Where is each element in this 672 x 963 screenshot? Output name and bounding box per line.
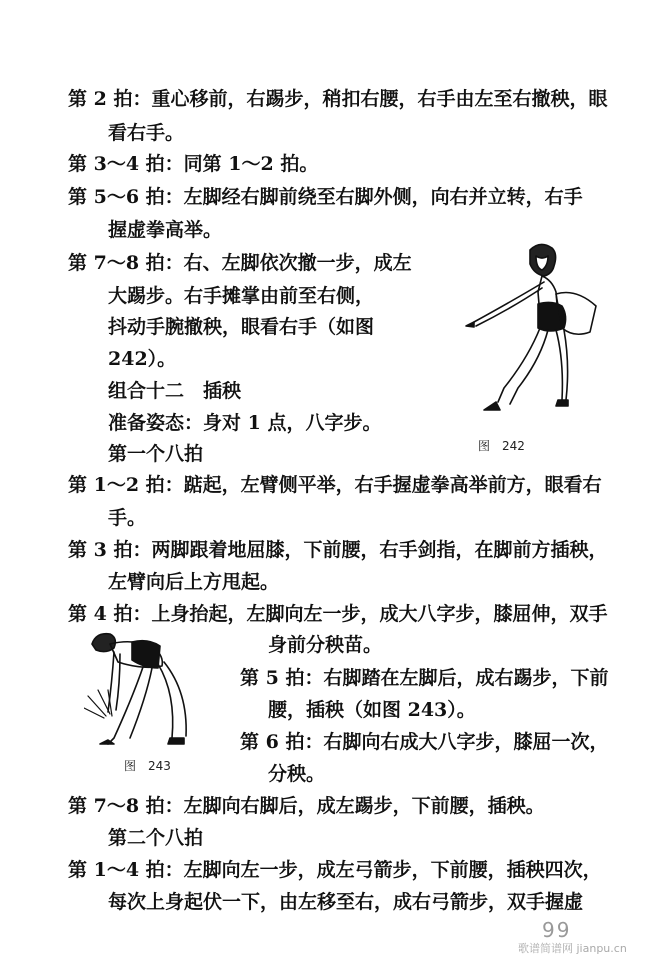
text-line-18: 身前分秧苗。 [268,634,383,656]
text-line-17: 第 4 拍：上身抬起，左脚向左一步，成大八字步，膝屈伸，双手 [68,603,608,625]
page-number: 99 [542,918,572,942]
text-line-1: 第 2 拍：重心移前，右踢步，稍扣右腰，右手由左至右撤秧，眼 [68,88,608,110]
text-line-20: 腰，插秧（如图 243）。 [268,699,476,721]
text-line-14: 手。 [108,507,147,529]
text-line-16: 左臂向后上方甩起。 [108,571,280,593]
figure-242-caption: 图 242 [478,439,525,453]
text-line-25: 第 1～4 拍：左脚向左一步，成左弓箭步，下前腰，插秧四次， [68,859,602,881]
text-line-2: 看右手。 [108,122,185,144]
subheading-second-eight: 第二个八拍 [108,827,204,849]
text-line-22: 分秧。 [268,763,326,785]
text-line-8: 抖动手腕撤秧，眼看右手（如图 [108,316,375,338]
text-line-4: 第 5～6 拍：左脚经右脚前绕至右脚外侧，向右并立转，右手 [68,186,583,208]
text-line-11: 准备姿态：身对 1 点，八字步。 [108,412,382,434]
dancer-figure-icon [452,236,602,421]
watermark: 歌谱简谱网 jianpu.cn [518,942,627,955]
subheading-first-eight: 第一个八拍 [108,443,204,465]
text-line-3: 第 3～4 拍：同第 1～2 拍。 [68,153,319,175]
text-line-13: 第 1～2 拍：踮起，左臂侧平举，右手握虚拳高举前方，眼看右 [68,474,602,496]
figure-243-caption: 图 243 [124,759,171,773]
text-line-5: 握虚拳高举。 [108,219,223,241]
section-heading-12: 组合十二 插秧 [108,380,242,402]
text-line-19: 第 5 拍：右脚踏在左脚后，成右踢步，下前 [240,667,609,689]
text-line-7: 大踢步。右手摊掌由前至右侧， [108,285,375,307]
text-line-9: 242）。 [108,348,177,370]
text-line-21: 第 6 拍：右脚向右成大八字步，膝屈一次， [240,731,609,753]
text-line-23: 第 7～8 拍：左脚向右脚后，成左踢步，下前腰，插秧。 [68,795,545,817]
text-line-26: 每次上身起伏一下，由左移至右，成右弓箭步，双手握虚 [108,891,584,913]
text-line-6: 第 7～8 拍：右、左脚依次撤一步，成左 [68,252,412,274]
rice-planting-figure-icon [84,628,214,748]
text-line-15: 第 3 拍：两脚跟着地屈膝，下前腰，右手剑指，在脚前方插秧， [68,539,608,561]
